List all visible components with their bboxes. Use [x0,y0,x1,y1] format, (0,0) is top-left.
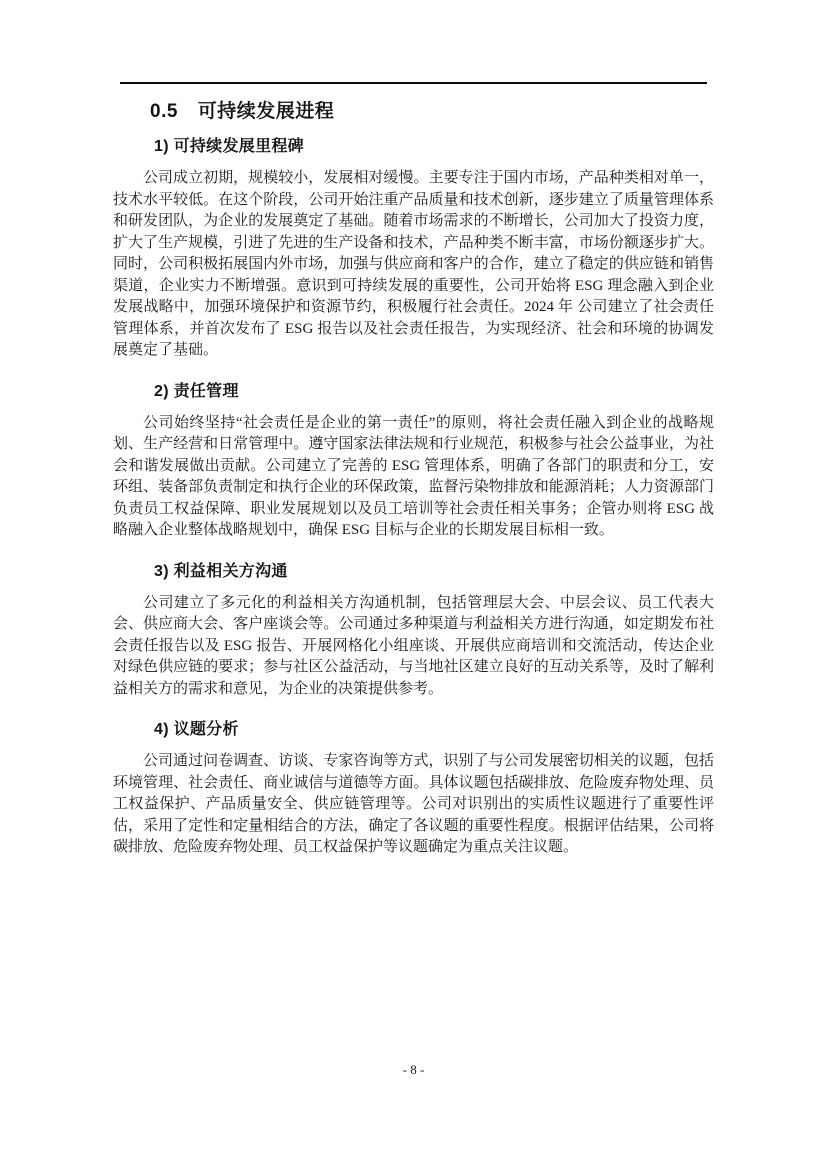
subsection-heading-stakeholders: 3) 利益相关方沟通 [154,562,288,580]
paragraph-topics: 公司通过问卷调查、访谈、专家咨询等方式，识别了与公司发展密切相关的议题，包括环境管理、社会责任、商业诚信与道德等方面。具体议题包括碳排放、危险废弃物处理、员工权益保护、产品质量安全、供应链管理等。公司对识别出的实质性议题进行了重要性评估，采用了定性和定量相结合的方法，确定了各议题的重要性程度。根据评估结果，公司将碳排放、危险废弃物处理、员工权益保护等议题确定为重点关注议题。 [113,753,714,855]
section-number: 0.5 [150,101,178,122]
section-title: 可持续发展进程 [197,101,335,122]
paragraph-responsibility: 公司始终坚持“社会责任是企业的第一责任”的原则，将社会责任融入到企业的战略规划、生产经营和日常管理中。遵守国家法律法规和行业规范，积极参与社会公益事业，为社会和谐发展做出贡献。公司建立了完善的 ESG 管理体系，明确了各部门的职责和分工，安环组、装备部负责制定和执行企业的环保政策，监督污染物排放和能源消耗；人力资源部门负责员工权益保障、职业发展规划以及员工培训等社会责任相关事务；企管办则将 ESG 战略融入企业整体战略规划中，确保 ESG 目标与企业的长期发展目标相一致。 [113,414,714,538]
section-heading [150,100,714,124]
header-divider [120,82,707,84]
subsection-heading-milestones: 1) 可持续发展里程碑 [154,138,304,155]
subsection-heading-topics: 4) 议题分析 [154,721,239,738]
page-number: - 8 - [402,1062,425,1077]
page-content [113,100,714,859]
paragraph-milestones: 公司成立初期，规模较小，发展相对缓慢。主要专注于国内市场，产品种类相对单一，技术水平较低。在这个阶段，公司开始注重产品质量和技术创新，逐步建立了质量管理体系和研发团队，为企业的发展奠定了基础。随着市场需求的不断增长，公司加大了投资力度，扩大了生产规模，引进了先进的生产设备和技术，产品种类不断丰富，市场份额逐步扩大。同时，公司积极拓展国内外市场，加强与供应商和客户的合作，建立了稳定的供应链和销售渠道，企业实力不断增强。意识到可持续发展的重要性，公司开始将 ESG 理念融入到企业发展战略中，加强环境保护和资源节约，积极履行社会责任。2024 年 公司建立了社会责任管理体系，并首次发布了 ESG 报告以及社会责任报告，为实现经济、社会和环境的协调发展奠定了基础。 [113,170,714,358]
subsection-heading-responsibility: 2) 责任管理 [154,382,239,400]
paragraph-stakeholders: 公司建立了多元化的利益相关方沟通机制，包括管理层大会、中层会议、员工代表大会、供应商大会、客户座谈会等。公司通过多种渠道与利益相关方进行沟通，如定期发布社会责任报告以及 ESG 报告、开展网格化小组座谈、开展供应商培训和交流活动，传达企业对绿色供应链的要求；参与社区公益活动，与当地社区建立良好的互动关系等，及时了解利益相关方的需求和意见，为企业的决策提供参考。 [113,594,714,697]
